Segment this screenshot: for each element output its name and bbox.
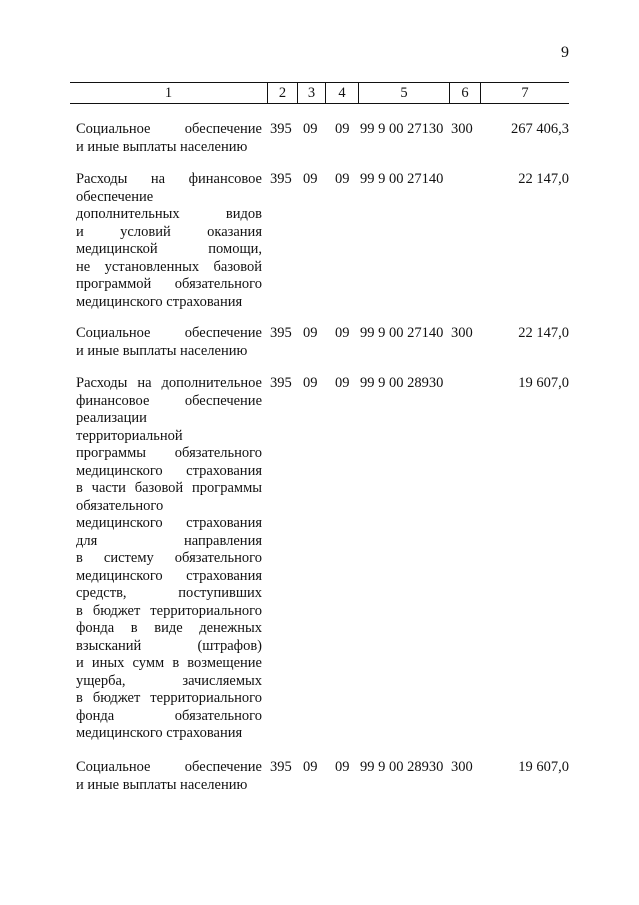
- header-col-2: 2: [278, 85, 287, 101]
- description-line: дополнительных видов: [76, 206, 262, 222]
- description-line: средств, поступивших: [76, 585, 262, 601]
- description-line: территориальной: [76, 427, 183, 444]
- description-line: и иных сумм в возмещение: [76, 655, 262, 671]
- description-line: не установленных базовой: [76, 258, 262, 275]
- description-line: ущерба, зачисляемых: [76, 672, 262, 689]
- description-line: обязательного: [76, 497, 164, 514]
- description-line: программой обязательного: [76, 276, 262, 292]
- description-line: медицинского страхования: [76, 462, 262, 479]
- header-col-5: 5: [400, 85, 408, 101]
- description-line: реализации: [76, 410, 147, 426]
- cell-c7: 19 607,0: [518, 759, 569, 775]
- description-line: фонда в виде денежных: [76, 620, 262, 636]
- table-header: [70, 82, 569, 104]
- cell-c4: 09: [335, 325, 350, 341]
- row-description: [76, 759, 262, 794]
- cell-c7: 22 147,0: [518, 325, 569, 341]
- header-col-4: 4: [338, 85, 346, 101]
- cell-c6: 300: [451, 759, 473, 775]
- description-line: Расходы на дополнительное: [76, 375, 262, 391]
- cell-c2: 395: [270, 171, 292, 187]
- cell-c3: 09: [303, 759, 318, 775]
- header-col-7: 7: [521, 85, 529, 101]
- description-line: Социальное обеспечение: [76, 121, 262, 137]
- description-line: Социальное обеспечение: [76, 759, 262, 775]
- description-line: взысканий (штрафов): [76, 637, 262, 654]
- row-description: [76, 171, 262, 311]
- cell-c2: 395: [270, 325, 292, 341]
- cell-c4: 09: [335, 121, 350, 137]
- row-description: [76, 375, 262, 743]
- cell-c3: 09: [303, 171, 318, 187]
- description-line: и условий оказания: [76, 223, 262, 240]
- cell-c2: 395: [270, 759, 292, 775]
- description-line: медицинского страхования: [76, 515, 262, 531]
- description-line: в бюджет территориального: [76, 602, 262, 619]
- cell-c5: 99 9 00 27140: [360, 325, 444, 341]
- description-line: и иные выплаты населению: [76, 342, 248, 359]
- description-line: в части базовой программы: [76, 480, 262, 496]
- row-description: [76, 325, 262, 360]
- description-line: для направления: [76, 532, 262, 549]
- header-col-1: 1: [164, 85, 173, 101]
- cell-c5: 99 9 00 27140: [360, 171, 444, 187]
- row-description: [76, 121, 262, 156]
- header-col-6: 6: [461, 85, 469, 101]
- cell-c3: 09: [303, 121, 318, 137]
- description-line: финансовое обеспечение: [76, 392, 262, 409]
- page-number: 9: [561, 44, 569, 61]
- description-line: Социальное обеспечение: [76, 325, 262, 341]
- description-line: и иные выплаты населению: [76, 138, 248, 155]
- cell-c5: 99 9 00 28930: [360, 759, 444, 775]
- description-line: медицинской помощи,: [76, 241, 262, 257]
- cell-c4: 09: [335, 375, 350, 391]
- header-col-3: 3: [307, 85, 316, 101]
- cell-c3: 09: [303, 325, 318, 341]
- cell-c2: 395: [270, 375, 292, 391]
- cell-c3: 09: [303, 375, 318, 391]
- cell-c6: 300: [451, 325, 473, 341]
- description-line: фонда обязательного: [76, 707, 262, 724]
- description-line: обеспечение: [76, 188, 154, 205]
- description-line: программы обязательного: [76, 445, 262, 461]
- cell-c6: 300: [451, 121, 473, 137]
- cell-c7: 267 406,3: [511, 121, 569, 137]
- description-line: в систему обязательного: [76, 550, 262, 566]
- description-line: медицинского страхования: [76, 725, 243, 741]
- description-line: медицинского страхования: [76, 567, 262, 584]
- cell-c4: 09: [335, 171, 350, 187]
- cell-c5: 99 9 00 28930: [360, 375, 444, 391]
- description-line: медицинского страхования: [76, 293, 243, 310]
- description-line: в бюджет территориального: [76, 690, 262, 706]
- cell-c7: 19 607,0: [518, 375, 569, 391]
- description-line: Расходы на финансовое: [76, 171, 262, 187]
- description-line: и иные выплаты населению: [76, 776, 248, 793]
- cell-c4: 09: [335, 759, 350, 775]
- cell-c7: 22 147,0: [518, 171, 569, 187]
- cell-c2: 395: [270, 121, 292, 137]
- cell-c5: 99 9 00 27130: [360, 121, 444, 137]
